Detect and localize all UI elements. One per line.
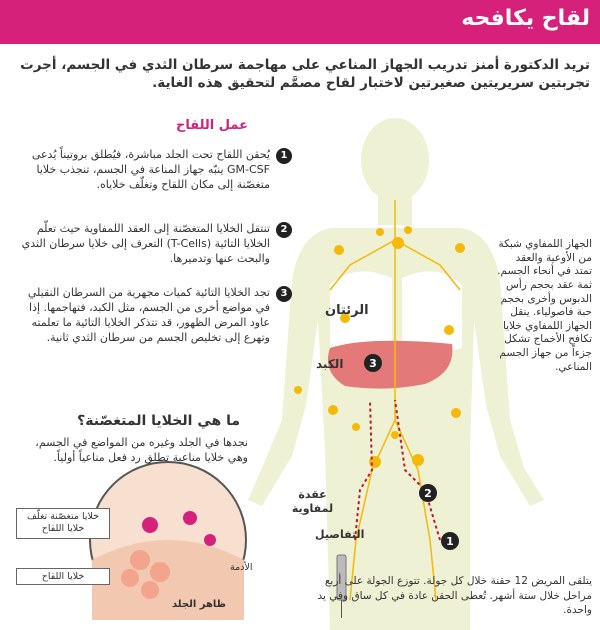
- step-2: [20, 222, 288, 267]
- step-1: [20, 148, 288, 193]
- dermis-label: الأدمة: [230, 562, 253, 573]
- dendritic-cells-label: خلايا متغصّنة تغلّف خلايا اللقاح: [16, 508, 110, 539]
- skin-inset: [90, 462, 246, 620]
- step-number: 1: [276, 148, 292, 164]
- question-text: نجدها في الجلد وغيره من المواضع في الجسم، وهي خلايا مناعية تطلق رد فعل مناعياً أولياً.: [35, 436, 248, 464]
- svg-text:2: 2: [424, 487, 432, 500]
- page-title: لقاح يكافحه: [461, 6, 590, 31]
- step-text: يُحقن اللقاح تحت الجلد مباشرة، فيُطلق بروتيناً يُدعى GM-CSF ينبّه جهاز المناعة في الجسم، تنجذب خلايا متغصّنة إلى مكان اللقاح وتغلّف خلاياه.: [31, 148, 270, 191]
- step-number: 2: [276, 222, 292, 238]
- step-text: تنتقل الخلايا المتغصّنة إلى العقد اللمفاوية حيث تعلّم الخلايا التائية (T-Cells) التعرف إلى خلايا سرطان الثدي والبحث عنها وتدميرها.: [21, 222, 270, 265]
- intro-text: تريد الدكتورة أمنز تدريب الجهاز المناعي على مهاجمة سرطان الثدي في الجسم، أجرت تجربتين سريريتين صغيرتين لاختبار لقاح مصمَّم لتحقيق هذه الغاية.: [20, 57, 590, 92]
- svg-text:3: 3: [369, 357, 377, 370]
- marker-1: [441, 532, 459, 550]
- step-number: 3: [276, 286, 292, 302]
- step-3: [20, 286, 288, 345]
- step-text: تجد الخلايا التائية كميات مجهرية من السرطان النقيلي في مواضع أخرى من الجسم، مثل الكبد، فتهاجمها. إذا عاود المرض الظهور، قد تتذكر الخلايا التائية ما تعلمته وتهرع إلى تخليص الجسم من سرطان الثدي ثانية.: [27, 286, 270, 344]
- question-title: ما هي الخلايا المتغصّنة؟: [77, 413, 240, 429]
- section-title: عمل اللقاح: [176, 118, 248, 133]
- marker-3: [364, 354, 382, 372]
- liver-label: الكبد: [316, 357, 344, 371]
- svg-text:1: 1: [446, 535, 454, 548]
- skin-surface-label: ظاهر الجلد: [172, 599, 227, 610]
- injection-info-text: يتلقى المريض 12 حقنة خلال كل جولة. تتوزع الجولة على أربع مراحل خلال ستة أشهر. تُعطى الحقن عادة في كل ساق وفي يد واحدة.: [317, 575, 592, 617]
- vaccine-cells-label: خلايا اللقاح: [16, 568, 110, 585]
- lymph-system-text: الجهاز اللمفاوي شبكة من الأوعية والعقد تمتد في أنحاء الجسم. ثمة عقد بحجم رأس الدبوس وأخرى بحجم حبة فاصولياء. ينقل الجهاز اللمفاوي خلايا تكافح الأخماج تشكل جزءاً من جهاز الجسم المناعي.: [497, 238, 592, 373]
- marker-2: [419, 484, 437, 502]
- lungs-label: الرئتان: [325, 303, 369, 318]
- details-label: التفاصيل: [315, 528, 365, 541]
- lymph-node-label: عقدة لمفاوية: [291, 488, 334, 516]
